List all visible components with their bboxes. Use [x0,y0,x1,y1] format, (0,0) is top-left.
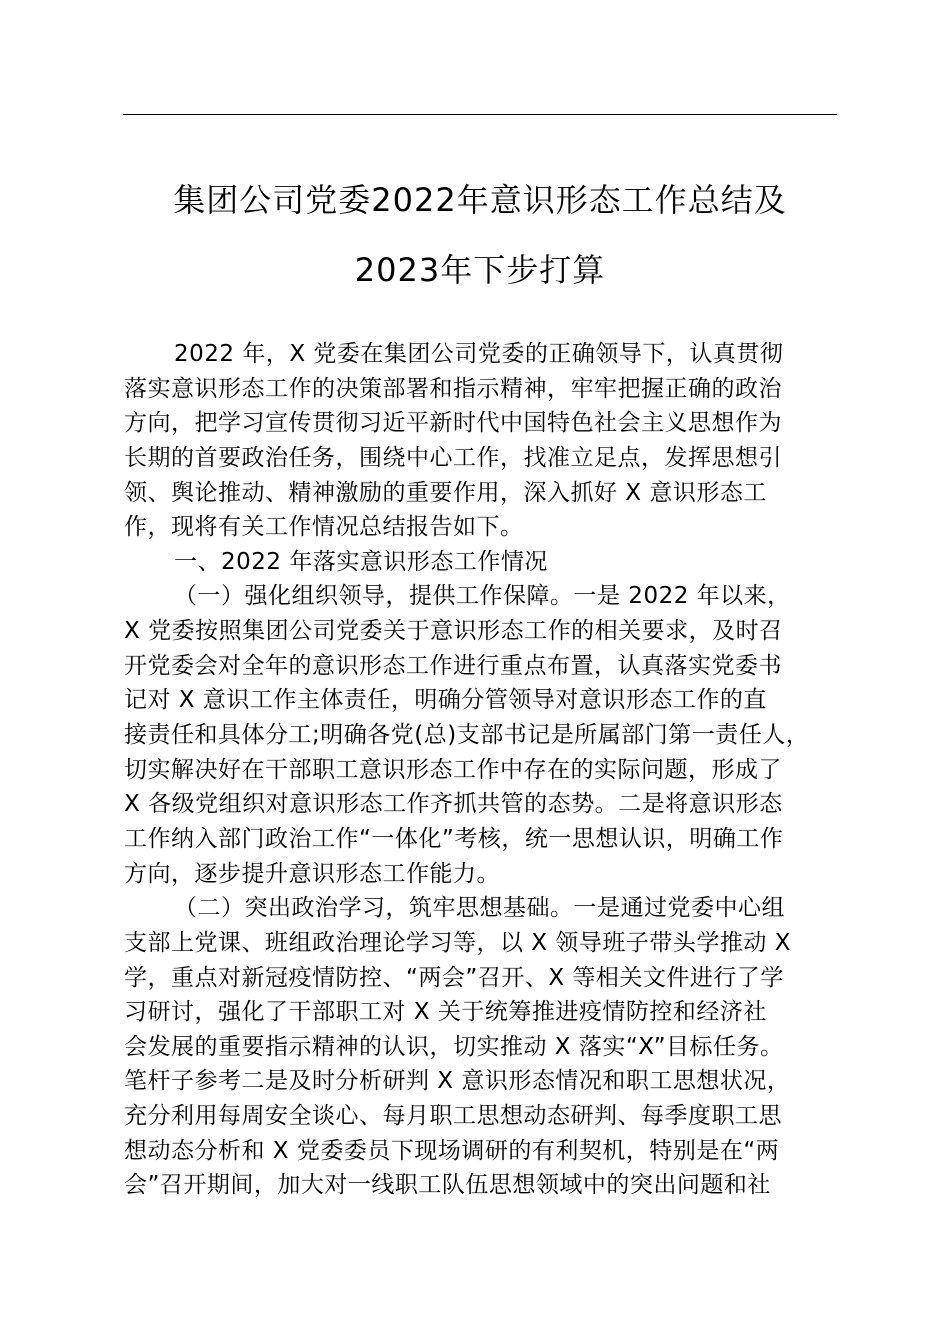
body-line: X 各级党组织对意识形态工作齐抓共管的态势。二是将意识形态 [124,791,783,818]
body-line: X 党委按照集团公司党委关于意识形态工作的相关要求，及时召 [124,618,783,645]
document-title-line-2: 2023年下步打算 [354,251,606,289]
body-line: 想动态分析和 X 党委委员下现场调研的有利契机，特别是在“两 [124,1137,780,1164]
body-line: （一）强化组织领导，提供工作保障。一是 2022 年以来， [174,583,791,610]
body-line: 工作纳入部门政治工作“一体化”考核，统一思想认识，明确工作 [124,825,784,852]
body-line: 习研讨，强化了干部职工对 X 关于统筹推进疫情防控和经济社 [124,999,767,1026]
header-rule [123,114,837,115]
body-line: 接责任和具体分工;明确各党(总)支部书记是所属部门第一责任人， [124,722,810,749]
body-line: 记对 X 意识工作主体责任，明确分管领导对意识形态工作的直 [124,687,767,714]
body-line: 充分利用每周安全谈心、每月职工思想动态研判、每季度职工思 [124,1103,782,1130]
body-line: 长期的首要政治任务，围绕中心工作，找准立足点，发挥思想引 [124,444,782,471]
body-line: 会发展的重要指示精神的认识，切实推动 X 落实“X”目标任务。 [124,1033,784,1060]
body-line: 方向，逐步提升意识形态工作能力。 [124,860,500,887]
document-body [124,337,848,1203]
body-line: 会”召开期间，加大对一线职工队伍思想领域中的突出问题和社 [124,1172,771,1199]
body-line: 一、2022 年落实意识形态工作情况 [174,548,548,575]
body-line: 支部上党课、班组政治理论学习等，以 X 领导班子带头学推动 X [124,929,791,956]
body-line: 领、舆论推动、精神激励的重要作用，深入抓好 X 意识形态工 [124,479,767,506]
body-line: 方向，把学习宣传贯彻习近平新时代中国特色社会主义思想作为 [124,410,782,437]
body-line: 2022 年，X 党委在集团公司党委的正确领导下，认真贯彻 [174,341,784,367]
body-line: （二）突出政治学习，筑牢思想基础。一是通过党委中心组 [174,895,785,922]
body-line: 切实解决好在干部职工意识形态工作中存在的实际问题，形成了 [124,756,782,783]
body-line: 笔杆子参考二是及时分析研判 X 意识形态情况和职工思想状况， [124,1068,791,1095]
body-line: 作，现将有关工作情况总结报告如下。 [124,514,524,541]
body-line: 开党委会对全年的意识形态工作进行重点布置，认真落实党委书 [124,652,782,679]
document-title-line-1: 集团公司党委2022年意识形态工作总结及 [173,181,787,219]
body-line: 学，重点对新冠疫情防控、“两会”召开、X 等相关文件进行了学 [124,964,784,991]
body-line: 落实意识形态工作的决策部署和指示精神，牢牢把握正确的政治 [124,375,782,402]
